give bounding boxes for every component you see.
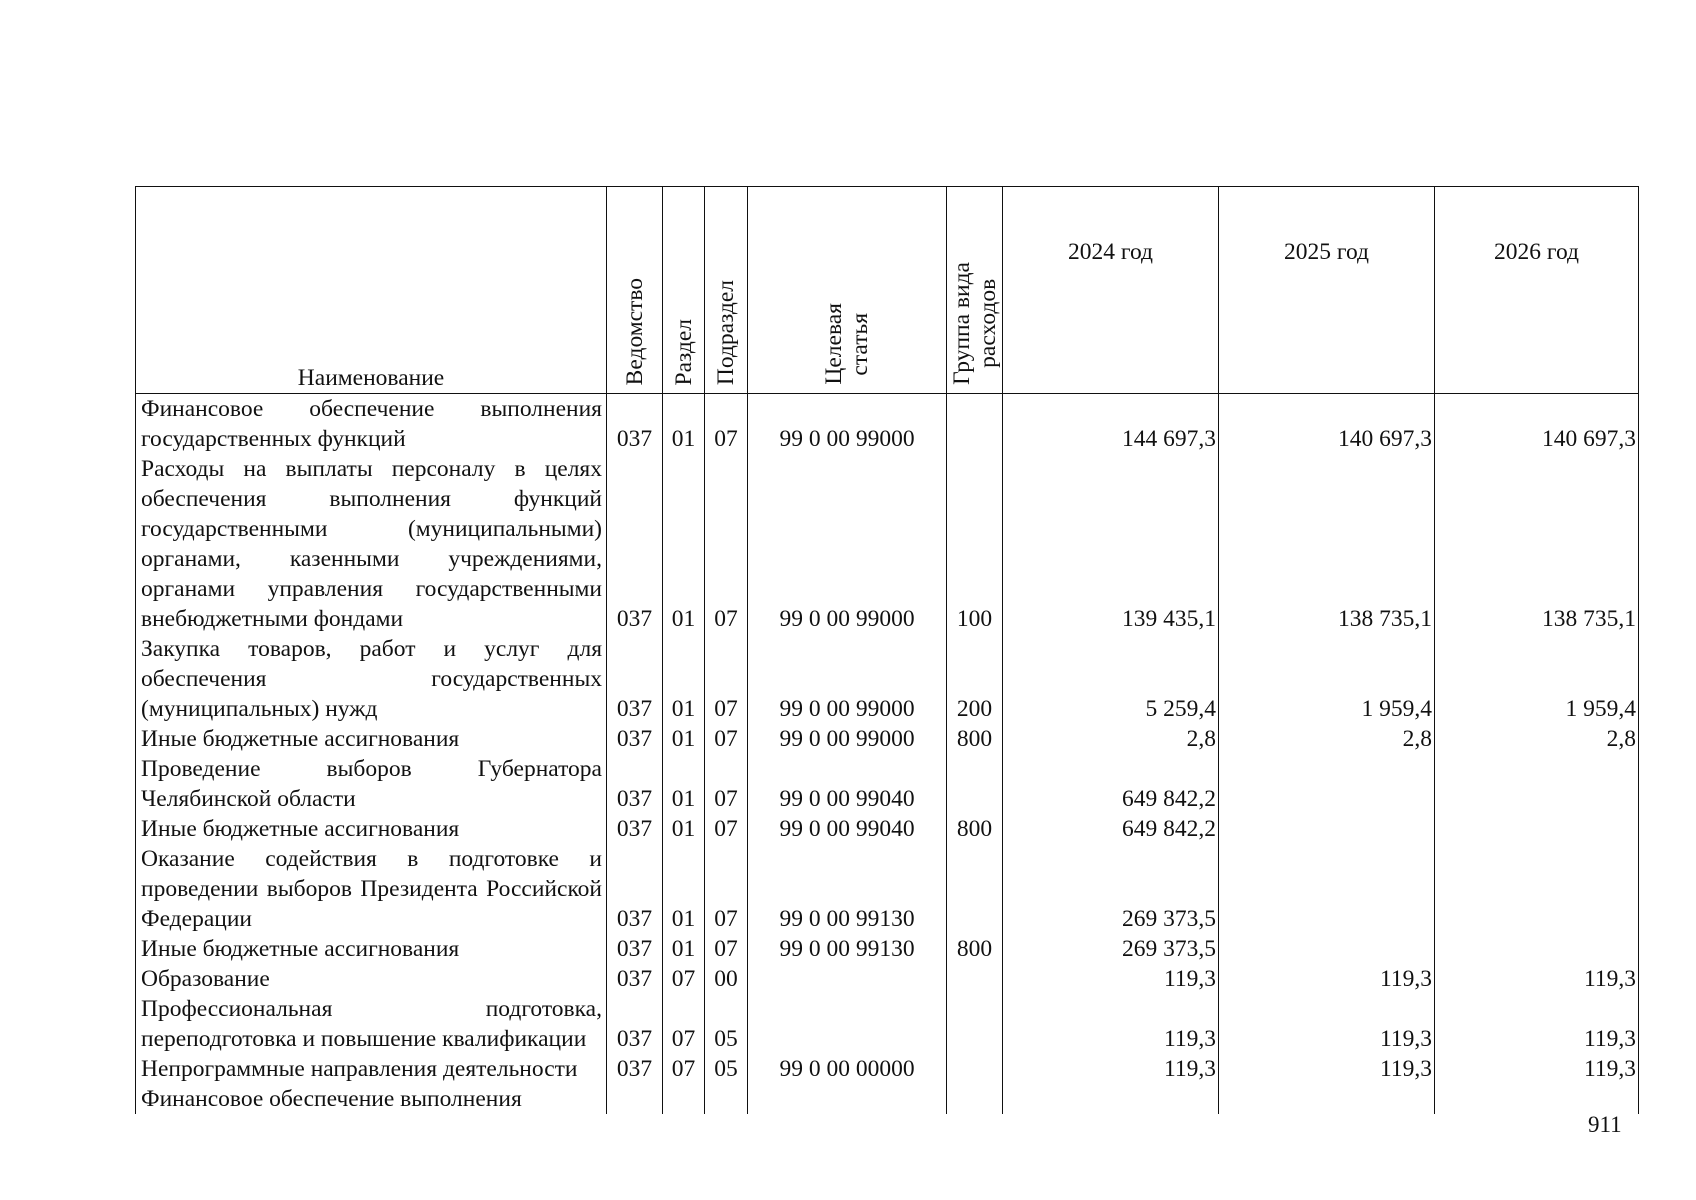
row-podrazdel: 07 — [705, 934, 748, 964]
row-gruppa: 800 — [947, 814, 1003, 844]
row-2026: 138 735,1 — [1435, 454, 1639, 634]
row-podrazdel: 05 — [705, 1054, 748, 1084]
header-celevaya-label — [821, 303, 873, 385]
row-gruppa: 800 — [947, 724, 1003, 754]
row-2025: 140 697,3 — [1219, 394, 1435, 455]
header-celevaya-line2: статья — [847, 312, 873, 376]
row-celevaya: 99 0 00 00000 — [748, 1054, 947, 1084]
row-2024: 649 842,2 — [1003, 814, 1219, 844]
row-2026: 2,8 — [1435, 724, 1639, 754]
row-2024: 139 435,1 — [1003, 454, 1219, 634]
row-gruppa — [947, 1054, 1003, 1084]
row-celevaya: 99 0 00 99130 — [748, 934, 947, 964]
row-gruppa: 200 — [947, 634, 1003, 724]
row-razdel: 07 — [663, 1054, 705, 1084]
row-razdel: 01 — [663, 934, 705, 964]
row-2026 — [1435, 1084, 1639, 1114]
row-razdel: 01 — [663, 754, 705, 814]
row-2025: 119,3 — [1219, 994, 1435, 1054]
row-razdel: 01 — [663, 844, 705, 934]
row-2026 — [1435, 934, 1639, 964]
row-vedomstvo: 037 — [607, 964, 663, 994]
row-2025: 1 959,4 — [1219, 634, 1435, 724]
row-2024: 119,3 — [1003, 1054, 1219, 1084]
row-podrazdel: 05 — [705, 994, 748, 1054]
row-podrazdel: 07 — [705, 814, 748, 844]
row-2024: 269 373,5 — [1003, 934, 1219, 964]
row-name: Иные бюджетные ассигнования — [136, 814, 607, 844]
row-vedomstvo: 037 — [607, 454, 663, 634]
row-2025 — [1219, 814, 1435, 844]
row-vedomstvo: 037 — [607, 724, 663, 754]
table-row — [136, 844, 1639, 934]
table-row — [136, 1084, 1639, 1114]
header-gruppa-line2: расходов — [974, 279, 1001, 369]
row-celevaya — [748, 964, 947, 994]
table-row — [136, 754, 1639, 814]
header-2024: 2024 год — [1003, 187, 1219, 394]
row-2024: 119,3 — [1003, 994, 1219, 1054]
row-razdel: 01 — [663, 394, 705, 455]
row-2024: 2,8 — [1003, 724, 1219, 754]
row-podrazdel: 07 — [705, 754, 748, 814]
row-razdel: 01 — [663, 814, 705, 844]
row-vedomstvo: 037 — [607, 934, 663, 964]
row-podrazdel: 07 — [705, 454, 748, 634]
row-vedomstvo: 037 — [607, 994, 663, 1054]
row-celevaya: 99 0 00 99040 — [748, 814, 947, 844]
row-vedomstvo: 037 — [607, 814, 663, 844]
header-razdel-label: Раздел — [670, 318, 697, 385]
table-body — [136, 394, 1639, 1115]
row-celevaya: 99 0 00 99040 — [748, 754, 947, 814]
row-name: Профессиональная подготовка, переподготовка и повышение квалификации — [136, 994, 607, 1054]
row-gruppa — [947, 994, 1003, 1054]
row-gruppa — [947, 394, 1003, 455]
row-2024 — [1003, 1084, 1219, 1114]
row-razdel: 01 — [663, 454, 705, 634]
row-2024: 5 259,4 — [1003, 634, 1219, 724]
budget-table — [135, 186, 1639, 1114]
table-row — [136, 814, 1639, 844]
row-name: Финансовое обеспечение выполнения — [136, 1084, 607, 1114]
row-podrazdel: 07 — [705, 724, 748, 754]
page-number: 911 — [1588, 1112, 1622, 1137]
row-gruppa — [947, 844, 1003, 934]
row-2025 — [1219, 1084, 1435, 1114]
row-vedomstvo: 037 — [607, 1054, 663, 1084]
row-name: Закупка товаров, работ и услуг для обеспечения государственных (муниципальных) нужд — [136, 634, 607, 724]
table-row — [136, 724, 1639, 754]
row-gruppa: 100 — [947, 454, 1003, 634]
table-row — [136, 994, 1639, 1054]
row-podrazdel: 07 — [705, 844, 748, 934]
header-vedomstvo-label: Ведомство — [621, 277, 648, 385]
row-celevaya — [748, 994, 947, 1054]
header-gruppa-line1: Группа вида — [948, 262, 975, 385]
row-2025: 138 735,1 — [1219, 454, 1435, 634]
row-podrazdel: 00 — [705, 964, 748, 994]
table-row — [136, 394, 1639, 455]
row-podrazdel: 07 — [705, 634, 748, 724]
row-2025: 119,3 — [1219, 1054, 1435, 1084]
row-2026 — [1435, 814, 1639, 844]
table-row — [136, 454, 1639, 634]
row-gruppa — [947, 754, 1003, 814]
row-name: Образование — [136, 964, 607, 994]
row-2024: 649 842,2 — [1003, 754, 1219, 814]
row-gruppa — [947, 1084, 1003, 1114]
table-row — [136, 634, 1639, 724]
header-celevaya — [748, 187, 947, 394]
row-2026: 119,3 — [1435, 1054, 1639, 1084]
table-header-row — [136, 187, 1639, 394]
table-row — [136, 1054, 1639, 1084]
row-celevaya: 99 0 00 99000 — [748, 454, 947, 634]
header-2025: 2025 год — [1219, 187, 1435, 394]
header-gruppa-label — [949, 262, 1001, 385]
row-name: Непрограммные направления деятельности — [136, 1054, 607, 1084]
row-name: Финансовое обеспечение выполнения государственных функций — [136, 394, 607, 455]
row-gruppa — [947, 964, 1003, 994]
row-name: Иные бюджетные ассигнования — [136, 724, 607, 754]
row-2026: 1 959,4 — [1435, 634, 1639, 724]
row-vedomstvo: 037 — [607, 844, 663, 934]
header-2026: 2026 год — [1435, 187, 1639, 394]
row-2024: 269 373,5 — [1003, 844, 1219, 934]
row-2026: 140 697,3 — [1435, 394, 1639, 455]
row-celevaya: 99 0 00 99000 — [748, 394, 947, 455]
row-vedomstvo: 037 — [607, 634, 663, 724]
row-2025: 2,8 — [1219, 724, 1435, 754]
row-2026: 119,3 — [1435, 964, 1639, 994]
row-celevaya: 99 0 00 99000 — [748, 724, 947, 754]
row-podrazdel — [705, 1084, 748, 1114]
row-podrazdel: 07 — [705, 394, 748, 455]
header-podrazdel — [705, 187, 748, 394]
table-row — [136, 964, 1639, 994]
row-razdel: 01 — [663, 634, 705, 724]
row-celevaya — [748, 1084, 947, 1114]
row-vedomstvo: 037 — [607, 754, 663, 814]
header-vedomstvo — [607, 187, 663, 394]
row-celevaya: 99 0 00 99000 — [748, 634, 947, 724]
row-2025 — [1219, 844, 1435, 934]
row-razdel: 01 — [663, 724, 705, 754]
row-name: Оказание содействия в подготовке и проведении выборов Президента Российской Федерации — [136, 844, 607, 934]
row-name: Расходы на выплаты персоналу в целях обеспечения выполнения функций государственными (муниципальными) органами, казенными учреждениями, органами управления государственными внебюджетными фондами — [136, 454, 607, 634]
row-vedomstvo — [607, 1084, 663, 1114]
header-razdel — [663, 187, 705, 394]
row-name: Проведение выборов Губернатора Челябинской области — [136, 754, 607, 814]
table-row — [136, 934, 1639, 964]
row-celevaya: 99 0 00 99130 — [748, 844, 947, 934]
header-podrazdel-label: Подраздел — [713, 279, 739, 385]
row-2024: 119,3 — [1003, 964, 1219, 994]
row-2026: 119,3 — [1435, 994, 1639, 1054]
row-razdel: 07 — [663, 964, 705, 994]
header-gruppa — [947, 187, 1003, 394]
row-2025 — [1219, 934, 1435, 964]
row-name: Иные бюджетные ассигнования — [136, 934, 607, 964]
row-2024: 144 697,3 — [1003, 394, 1219, 455]
row-gruppa: 800 — [947, 934, 1003, 964]
row-2026 — [1435, 844, 1639, 934]
row-2025: 119,3 — [1219, 964, 1435, 994]
row-2026 — [1435, 754, 1639, 814]
row-vedomstvo: 037 — [607, 394, 663, 455]
header-celevaya-line1: Целевая — [821, 303, 847, 385]
header-name: Наименование — [136, 187, 607, 394]
row-2025 — [1219, 754, 1435, 814]
row-razdel — [663, 1084, 705, 1114]
row-razdel: 07 — [663, 994, 705, 1054]
